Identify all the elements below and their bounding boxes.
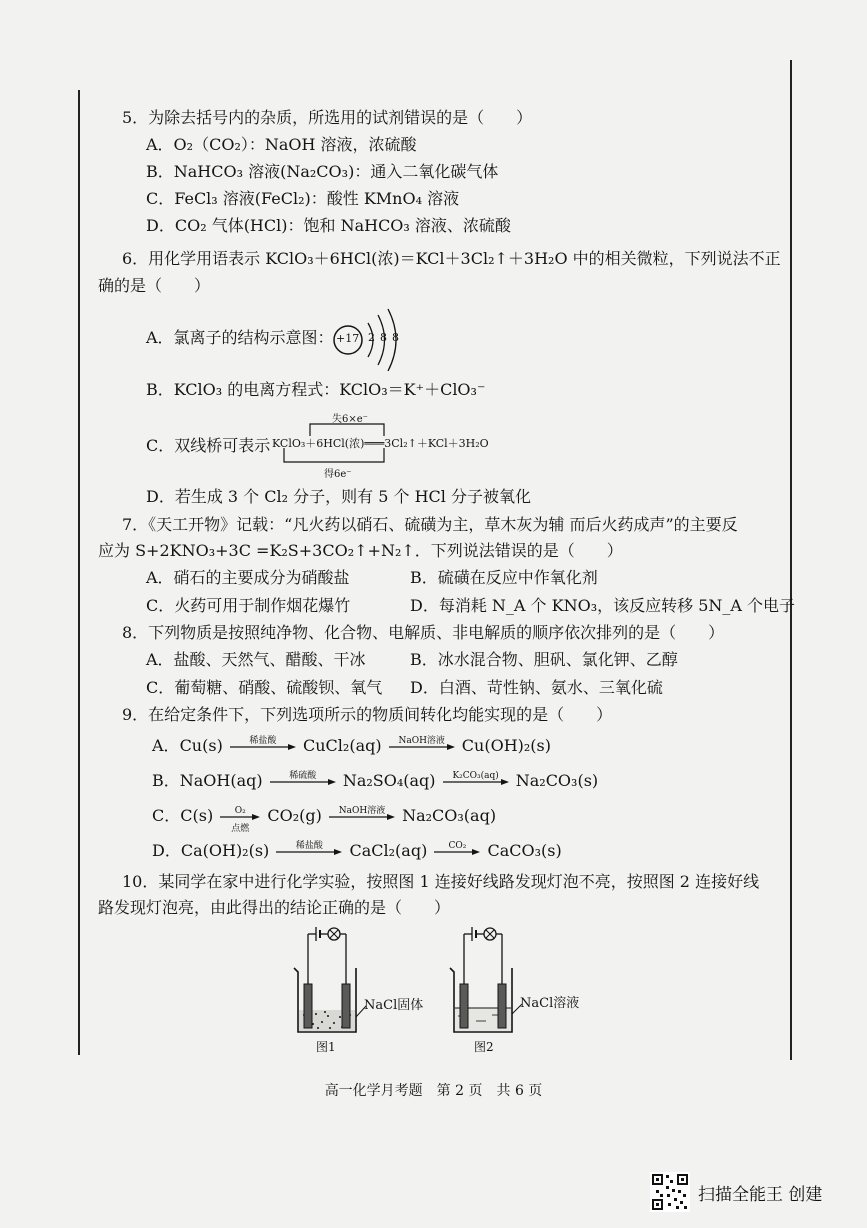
- q9-option-b: [152, 771, 598, 792]
- q5-option-c: C．FeCl₃ 溶液(FeCl₂)：酸性 KMnO₄ 溶液: [146, 189, 460, 208]
- double-bridge-diagram: [268, 410, 508, 484]
- q9-d-letter: D．: [152, 841, 181, 860]
- shell-electrons-1: 2: [368, 331, 375, 344]
- q6-option-b: B．KClO₃ 的电离方程式：KClO₃＝K⁺＋ClO₃⁻: [146, 380, 486, 399]
- q9-d-cond2: CO₂: [448, 840, 467, 851]
- q9-d-s1: Ca(OH)₂(s): [180, 841, 270, 860]
- q9-a-s2: CuCl₂(aq): [303, 736, 382, 755]
- electron-gain-label: 得6e⁻: [324, 469, 352, 480]
- q9-b-letter: B．: [152, 771, 180, 790]
- q9-c-cond1b: 点燃: [231, 823, 250, 834]
- q9-stem: 9．在给定条件下，下列选项所示的物质间转化均能实现的是（ ）: [122, 705, 613, 724]
- q7-stem-line2: 应为 S+2KNO₃+3C =K₂S+3CO₂↑+N₂↑．下列说法错误的是（ ）: [98, 541, 623, 560]
- q9-a-s3: Cu(OH)₂(s): [461, 736, 551, 755]
- q9-c-s2: CO₂(g): [267, 806, 322, 825]
- q9-c-arrow1: [218, 805, 262, 834]
- q9-b-cond2: K₂CO₃(aq): [452, 770, 499, 781]
- q9-c-cond1: O₂: [234, 805, 246, 816]
- right-margin-line: [790, 60, 792, 1060]
- q8-stem: 8．下列物质是按照纯净物、化合物、电解质、非电解质的顺序依次排列的是（ ）: [122, 623, 725, 642]
- q9-option-c: [152, 805, 497, 834]
- electron-loss-label: 失6×e⁻: [332, 414, 368, 425]
- q6-stem-line1: 6．用化学用语表示 KClO₃＋6HCl(浓)＝KCl＋3Cl₂↑＋3H₂O 中的相关微粒，下列说法不正: [122, 249, 781, 268]
- q7-stem-line1: 7．《天工开物》记载：“凡火药以硝石、硫磺为主，草木灰为辅 而后火药成声”的主要反: [122, 515, 738, 534]
- q9-d-arrow2: [432, 842, 482, 862]
- q9-b-arrow2: [441, 772, 511, 792]
- shell-electrons-2: 8: [380, 331, 387, 344]
- q7-option-c: C．火药可用于制作烟花爆竹: [146, 596, 351, 615]
- reaction-equation: KClO₃＋6HCl(浓)═══3Cl₂↑＋KCl＋3H₂O: [272, 437, 489, 450]
- q5-option-d: D．CO₂ 气体(HCl)：饱和 NaHCO₃ 溶液、浓硫酸: [146, 216, 511, 235]
- q9-b-arrow1: [268, 772, 338, 792]
- q7-option-a: A．硝石的主要成分为硝酸盐: [146, 568, 350, 587]
- q5-stem: 5．为除去括号内的杂质，所选用的试剂错误的是（ ）: [122, 108, 533, 127]
- fig2-label: NaCl溶液: [520, 996, 580, 1011]
- q9-d-cond1: 稀盐酸: [295, 840, 323, 851]
- watermark-text: 扫描全能王 创建: [698, 1185, 823, 1205]
- q9-b-s3: Na₂CO₃(s): [515, 771, 599, 790]
- q9-a-cond2: NaOH溶液: [398, 735, 445, 746]
- q9-c-cond2: NaOH溶液: [338, 805, 386, 816]
- qr-code-icon: [650, 1172, 690, 1212]
- q5-option-a: A．O₂（CO₂）：NaOH 溶液，浓硫酸: [146, 135, 417, 154]
- q8-option-b: B．冰水混合物、胆矾、氯化钾、乙醇: [410, 650, 678, 669]
- q9-option-a: [152, 736, 551, 757]
- q9-d-s3: CaCO₃(s): [487, 841, 562, 860]
- q7-option-b: B．硫磺在反应中作氧化剂: [410, 568, 598, 587]
- left-margin-line: [78, 90, 80, 1055]
- q9-option-d: [152, 841, 562, 862]
- q8-option-d: D．白酒、苛性钠、氨水、三氧化硫: [410, 678, 663, 697]
- q9-c-letter: C．: [152, 806, 181, 825]
- q9-a-s1: Cu(s): [179, 736, 223, 755]
- chloride-ion-diagram: [330, 305, 410, 375]
- q6-option-a-label: A．氯离子的结构示意图：: [146, 328, 334, 347]
- q9-c-s3: Na₂CO₃(aq): [402, 806, 497, 825]
- q9-a-letter: A．: [152, 736, 180, 755]
- figure-1: [280, 922, 440, 1062]
- q9-a-cond1: 稀盐酸: [249, 735, 277, 746]
- q6-option-d: D．若生成 3 个 Cl₂ 分子，则有 5 个 HCl 分子被氧化: [146, 487, 531, 506]
- q9-c-s1: C(s): [180, 806, 214, 825]
- figure-2: [436, 922, 596, 1062]
- fig1-caption: 图1: [316, 1040, 336, 1054]
- q9-b-s1: NaOH(aq): [179, 771, 263, 790]
- fig1-label: NaCl固体: [364, 998, 424, 1013]
- q9-b-cond1: 稀硫酸: [289, 770, 317, 781]
- q9-a-arrow2: [387, 737, 457, 757]
- scanner-watermark: [650, 1172, 860, 1212]
- page-footer: 高一化学月考题 第 2 页 共 6 页: [324, 1083, 543, 1099]
- q9-d-s2: CaCl₂(aq): [349, 841, 428, 860]
- q8-option-a: A．盐酸、天然气、醋酸、干冰: [146, 650, 366, 669]
- fig2-caption: 图2: [474, 1040, 494, 1054]
- q10-stem-line2: 路发现灯泡亮，由此得出的结论正确的是（ ）: [98, 898, 451, 917]
- q6-option-c-label: C．双线桥可表示: [146, 436, 271, 455]
- q7-option-d: D．每消耗 N_A 个 KNO₃，该反应转移 5N_A 个电子: [410, 596, 796, 615]
- q10-stem-line1: 10．某同学在家中进行化学实验，按照图 1 连接好线路发现灯泡不亮，按照图 2 连接好线: [122, 872, 760, 891]
- q9-c-arrow2: [327, 807, 397, 827]
- shell-electrons-3: 8: [392, 331, 399, 344]
- q8-option-c: C．葡萄糖、硝酸、硫酸钡、氧气: [146, 678, 383, 697]
- q9-d-arrow1: [274, 842, 344, 862]
- q6-stem-line2: 确的是（ ）: [98, 276, 211, 295]
- q9-b-s2: Na₂SO₄(aq): [342, 771, 436, 790]
- q9-a-arrow1: [228, 737, 298, 757]
- nucleus-charge: +17: [336, 332, 360, 345]
- q5-option-b: B．NaHCO₃ 溶液(Na₂CO₃)：通入二氧化碳气体: [146, 162, 499, 181]
